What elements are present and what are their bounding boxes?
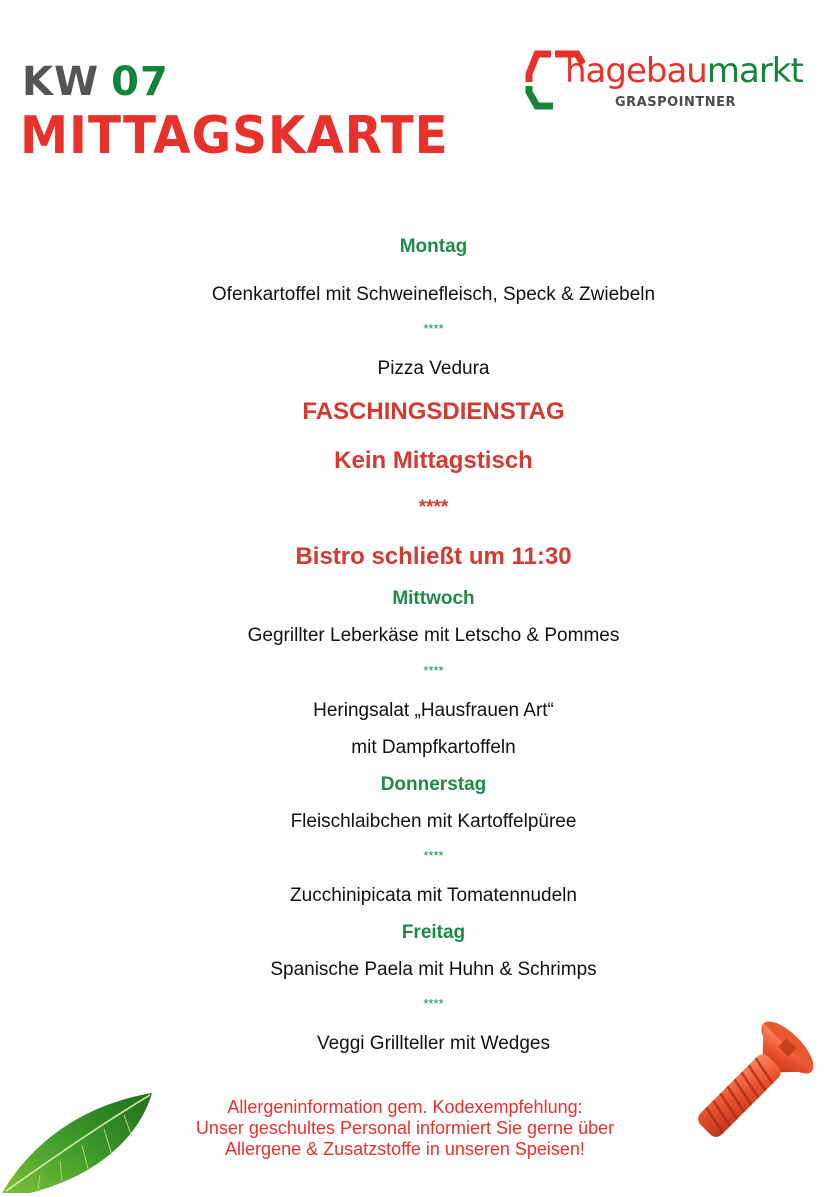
page-title: MITTAGSKARTE — [20, 106, 449, 166]
bistro-closing-notice: Bistro schließt um 11:30 — [295, 543, 572, 570]
thursday-separator: **** — [423, 848, 444, 863]
logo-brand-part1: hagebau — [565, 51, 707, 91]
allergen-line-2: Unser geschultes Personal informiert Sie gerne über — [195, 1118, 615, 1138]
day-monday: Montag — [399, 236, 468, 257]
kw-number: 07 — [111, 59, 169, 105]
wednesday-dish-2-line2: mit Dampfkartoffeln — [351, 737, 516, 758]
allergen-line-3: Allergene & Zusatzstoffe in unseren Speisen! — [225, 1139, 585, 1159]
thursday-dish-1: Fleischlaibchen mit Kartoffelpüree — [290, 811, 577, 832]
monday-dish-1: Ofenkartoffel mit Schweinefleisch, Speck & Zwiebeln — [211, 284, 656, 305]
thursday-dish-2: Zucchinipicata mit Tomatennudeln — [290, 885, 577, 906]
hagebau-logo — [525, 48, 820, 118]
wednesday-separator: **** — [423, 663, 444, 678]
kw-prefix: KW — [22, 59, 100, 105]
day-wednesday: Mittwoch — [392, 588, 475, 609]
wednesday-dish-2-line1: Heringsalat „Hausfrauen Art“ — [313, 700, 554, 721]
tuesday-separator: **** — [418, 497, 449, 518]
wednesday-dish-1: Gegrillter Leberkäse mit Letscho & Pommes — [247, 625, 620, 646]
allergen-line-1: Allergeninformation gem. Kodexempfehlung: — [227, 1097, 583, 1117]
logo-subtitle: GRASPOINTNER — [615, 95, 737, 110]
friday-dish-1: Spanische Paela mit Huhn & Schrimps — [270, 959, 597, 980]
tuesday-note: Kein Mittagstisch — [334, 447, 533, 474]
logo-wordmark — [565, 51, 803, 91]
friday-dish-2: Veggi Grillteller mit Wedges — [316, 1033, 551, 1054]
week-label — [22, 59, 169, 105]
day-friday: Freitag — [401, 922, 466, 943]
monday-dish-2: Pizza Vedura — [377, 358, 490, 379]
logo-brand-part2: markt — [706, 51, 803, 91]
day-thursday: Donnerstag — [380, 774, 487, 795]
monday-separator: **** — [423, 321, 444, 336]
screw-icon — [675, 1010, 825, 1160]
tuesday-title: FASCHINGSDIENSTAG — [302, 398, 565, 425]
friday-separator: **** — [423, 996, 444, 1011]
